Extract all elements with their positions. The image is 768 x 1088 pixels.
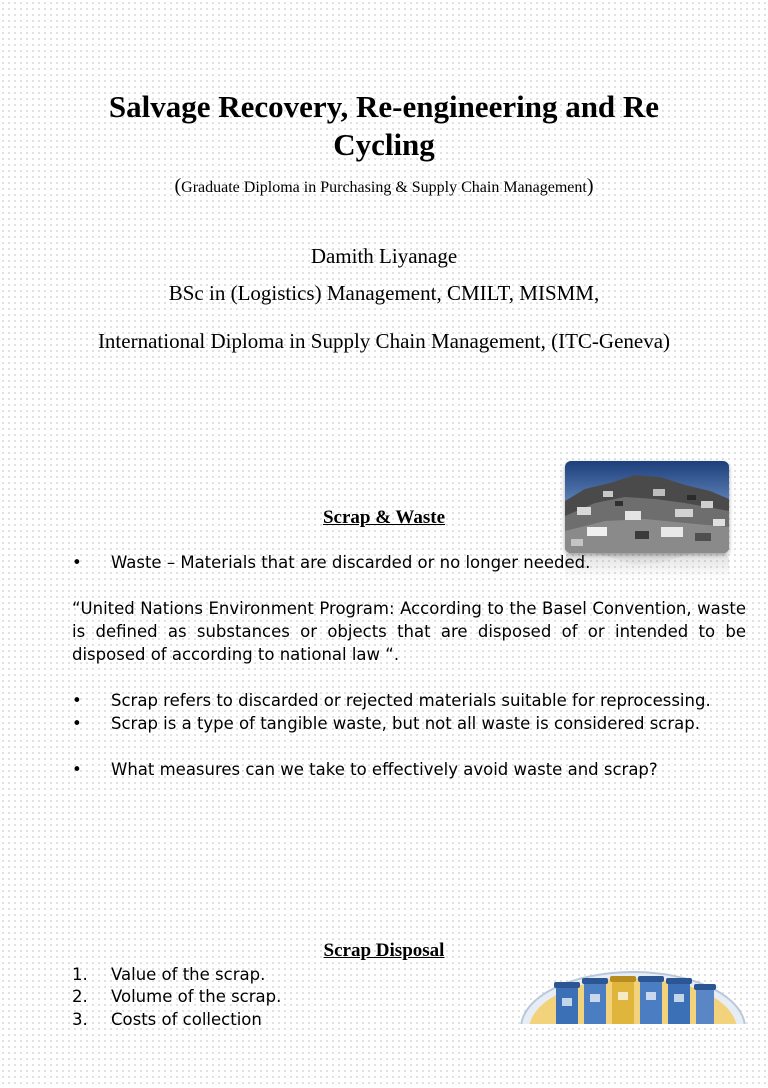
bullet-dot: • bbox=[72, 760, 82, 779]
list-number: 3. bbox=[72, 1010, 88, 1029]
bullet-text: Waste – Materials that are discarded or no longer needed. bbox=[111, 553, 591, 572]
bullet-dot: • bbox=[72, 553, 82, 572]
recycling-bins-image bbox=[520, 968, 746, 1088]
unep-quote: “United Nations Environment Program: According to the Basel Convention, waste is defined as substances or objects that are disposed of or intended to be disposed of according to national law “. bbox=[72, 599, 746, 665]
bullet-text: What measures can we take to effectively avoid waste and scrap? bbox=[111, 760, 658, 779]
list-number: 1. bbox=[72, 965, 88, 984]
subtitle-open-paren: ( bbox=[174, 175, 182, 197]
page-title: Salvage Recovery, Re-engineering and Re Cycling bbox=[108, 89, 660, 162]
author-diploma: International Diploma in Supply Chain Management, (ITC-Geneva) bbox=[97, 329, 671, 353]
author-name: Damith Liyanage bbox=[310, 244, 458, 268]
bullet-dot: • bbox=[72, 691, 82, 710]
subtitle-close-paren: ) bbox=[586, 175, 594, 197]
list-text: Costs of collection bbox=[111, 1010, 262, 1029]
bullet-text: Scrap refers to discarded or rejected materials suitable for reprocessing. bbox=[111, 691, 711, 710]
scrap-waste-heading: Scrap & Waste bbox=[322, 507, 446, 528]
list-text: Value of the scrap. bbox=[111, 965, 266, 984]
bullet-dot: • bbox=[72, 714, 82, 733]
author-degree: BSc in (Logistics) Management, CMILT, MISMM, bbox=[168, 281, 600, 305]
list-number: 2. bbox=[72, 987, 88, 1006]
subtitle-text: Graduate Diploma in Purchasing & Supply Chain Management bbox=[181, 179, 587, 196]
list-text: Volume of the scrap. bbox=[111, 987, 282, 1006]
bullet-text: Scrap is a type of tangible waste, but not all waste is considered scrap. bbox=[111, 714, 700, 733]
scrap-disposal-heading: Scrap Disposal bbox=[323, 940, 445, 961]
page-subtitle bbox=[0, 175, 768, 198]
